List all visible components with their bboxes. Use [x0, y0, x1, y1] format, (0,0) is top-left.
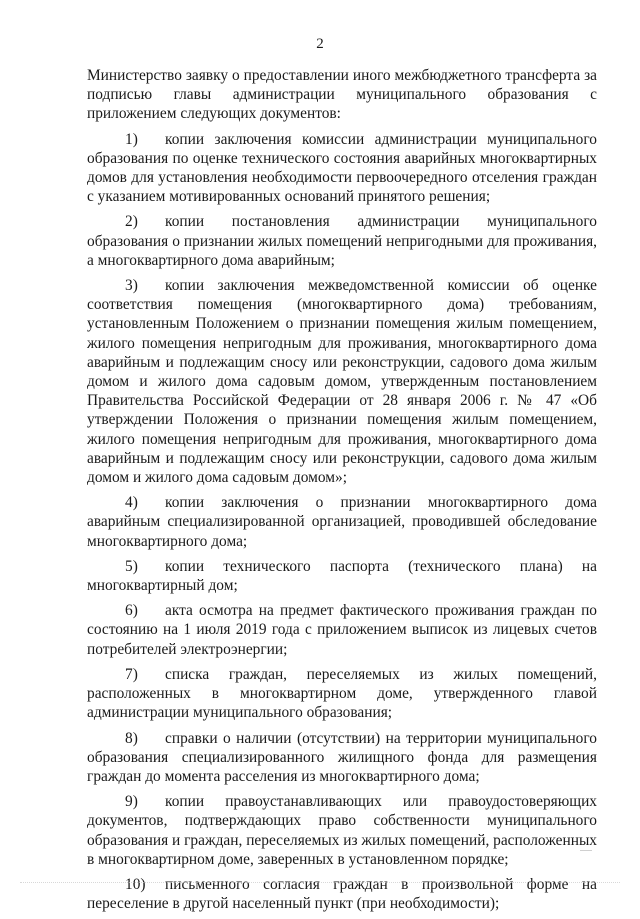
list-item-text: справки о наличии (отсутствии) на территории муниципального образования специализированного жилищного фонда для размещения граждан до момента расселения из многоквартирного дома;: [87, 729, 597, 785]
list-item-number: 10): [125, 875, 146, 893]
list-item: [87, 601, 597, 659]
list-item-number: 2): [125, 213, 138, 231]
list-item: [87, 875, 597, 913]
list-item-number: 3): [125, 277, 138, 295]
list-item-number: 9): [125, 793, 138, 811]
list-item-number: 6): [125, 602, 138, 620]
list-item: [87, 557, 597, 595]
document-body: [87, 66, 597, 919]
list-item-text: акта осмотра на предмет фактического проживания граждан по состоянию на 1 июля 2019 года с приложением выписок из лицевых счетов потребителей электроэнергии;: [87, 602, 597, 658]
list-item-text: копии правоустанавливающих или правоудостоверяющих документов, подтверждающих право собственности муниципального образования и граждан, переселяемых из жилых помещений, расположенных в многоквартирном доме, заверенных в установленном порядке;: [87, 793, 597, 868]
list-item-number: 1): [125, 130, 138, 148]
list-item-number: 5): [125, 557, 138, 575]
list-item-number: 8): [125, 729, 138, 747]
intro-paragraph: Министерство заявку о предоставлении иного межбюджетного трансферта за подписью главы администрации муниципального образования с приложением следующих документов:: [87, 67, 597, 123]
list-item: [87, 665, 597, 723]
scan-artifact-footer: [20, 882, 620, 887]
list-item-number: 7): [125, 665, 138, 683]
list-item: [87, 729, 597, 787]
list-item-text: копии заключения межведомственной комиссии об оценке соответствия помещения (многоквартирного дома) требованиям, установленным Положением о признании помещения жилым помещением, жилого помещения непригодным для проживания, многоквартирного дома аварийным и подлежащим сносу или реконструкции, садового дома жилым домом и жилого дома садовым домом, утвержденным постановлением Правительства Российской Федерации от 28 января 2006 г. № 47 «Об утверждении Положения о признании помещения жилым помещением, жилого помещения непригодным для проживания, многоквартирного дома аварийным и подлежащим сносу или реконструкции, садового дома жилым домом и жилого дома садовым домом»;: [87, 277, 597, 487]
list-item-text: копии заключения комиссии администрации муниципального образования по оценке технического состояния аварийных многоквартирных домов для установления необходимости первоочередного отселения граждан с указанием мотивированных оснований принятого решения;: [87, 130, 597, 206]
list-item: [87, 276, 597, 487]
list-item-text: копии постановления администрации муниципального образования о признании жилых помещений непригодными для проживания, а многоквартирного дома аварийным;: [87, 213, 597, 269]
list-item: [87, 130, 597, 207]
list-item: [87, 493, 597, 551]
list-item-text: копии заключения о признании многоквартирного дома аварийным специализированной организацией, проводившей обследование многоквартирного дома;: [87, 494, 597, 550]
list-item-text: списка граждан, переселяемых из жилых помещений, расположенных в многоквартирном доме, утвержденного главой администрации муниципального образования;: [87, 665, 597, 722]
list-item: [87, 212, 597, 270]
page-number: 2: [316, 36, 324, 52]
list-item-text: письменного согласия граждан в произвольной форме на переселение в другой населенный пункт (при необходимости);: [87, 875, 597, 913]
list-item-text: копии технического паспорта (технического плана) на многоквартирный дом;: [87, 557, 597, 595]
list-item: [87, 792, 597, 869]
list-item-number: 4): [125, 494, 138, 512]
scan-artifact: [580, 850, 592, 851]
